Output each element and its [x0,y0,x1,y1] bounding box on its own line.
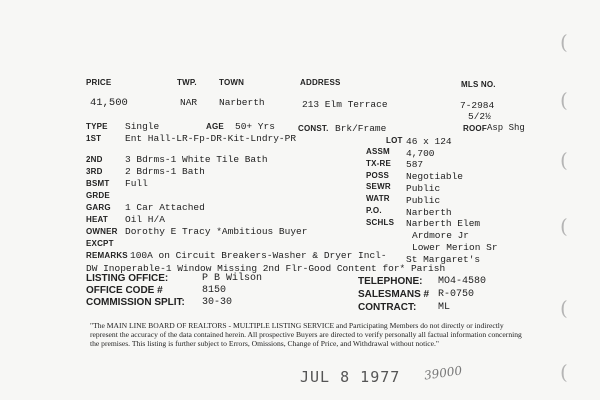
assessment-label: ASSM [366,147,390,156]
sewer-label: SEWR [366,182,391,191]
post-office-value: Narberth [406,207,452,218]
contract-value: ML [438,302,451,313]
exceptions-label: EXCPT [86,239,114,248]
assessment-value: 4,700 [406,148,435,159]
first-floor-label: 1ST [86,134,102,143]
price-header: PRICE [86,78,112,87]
age-label: AGE [206,122,224,131]
township-header: TWP. [177,78,197,87]
township-value: NAR [180,97,198,108]
garage-value: 1 Car Attached [125,202,205,213]
listing-office-label: LISTING OFFICE: [86,273,169,284]
salesman-label: SALESMANS # [358,289,430,300]
tax-value: 587 [406,159,424,170]
contract-label: CONTRACT: [358,302,417,313]
basement-label: BSMT [86,179,110,188]
grade-label: GRDE [86,191,110,200]
lot-value: 46 x 124 [406,136,452,147]
remarks-line-1-tail: St Margaret's [406,254,481,265]
office-code-label: OFFICE CODE # [86,285,163,296]
first-floor-value: Ent Hall-LR-Fp-DR-Kit-Lndry-PR [125,133,297,144]
date-stamp: JUL 8 1977 [300,368,401,386]
owner-label: OWNER [86,227,118,236]
remarks-line-1: 100A on Circuit Breakers-Washer & Dryer Incl- [130,250,387,261]
age-value: 50+ Yrs [235,121,275,132]
disclaimer-text: "The MAIN LINE BOARD OF REALTORS - MULTIPLE LISTING SERVICE and Participating Members do not directly or indirectly represent the accuracy of the data contained herein. All prospective Buyers are directed to verify personally all factual information concerning the premises. This listing is further subject to Errors, Omissions, Change of Price, and Withdrawal without notice." [90,321,522,348]
address-value: 213 Elm Terrace [302,99,388,110]
roof-value: Asp Shg [487,123,525,133]
commission-split-value: 30-30 [202,297,233,308]
price-value: 41,500 [90,97,128,109]
remarks-label: REMARKS [86,251,128,260]
roof-label: ROOF [463,124,487,133]
handwritten-amount: 39000 [423,363,463,383]
office-code-value: 8150 [202,285,227,296]
telephone-label: TELEPHONE: [358,276,423,287]
water-value: Public [406,195,441,206]
construction-label: CONST. [298,124,329,133]
post-office-label: P.O. [366,206,382,215]
town-header: TOWN [219,78,245,87]
town-value: Narberth [219,97,265,108]
second-floor-label: 2ND [86,155,103,164]
binder-mark-4: ( [560,214,568,238]
schools-value-jr: Ardmore Jr [412,230,470,241]
possession-label: POSS [366,171,390,180]
type-value: Single [125,121,160,132]
address-header: ADDRESS [300,78,341,87]
third-floor-label: 3RD [86,167,103,176]
type-label: TYPE [86,122,108,131]
binder-mark-6: ( [560,360,568,384]
water-label: WATR [366,194,390,203]
commission-split-label: COMMISSION SPLIT: [86,297,185,308]
rooms-baths-fraction: 5/2½ [468,111,491,122]
heat-label: HEAT [86,215,108,224]
owner-value: Dorothy E Tracy *Ambitious Buyer [125,226,308,237]
telephone-value: MO4-4580 [438,276,487,287]
sewer-value: Public [406,183,441,194]
schools-value-sr: Lower Merion Sr [412,242,498,253]
schools-value-elem: Narberth Elem [406,218,481,229]
binder-mark-5: ( [560,296,568,320]
construction-value: Brk/Frame [335,123,387,134]
lot-label: LOT [386,136,403,145]
remarks-line-2: DW Inoperable-1 Window Missing 2nd Flr-Good Content for* Parish [86,263,446,274]
garage-label: GARG [86,203,111,212]
possession-value: Negotiable [406,171,464,182]
binder-mark-3: ( [560,148,568,172]
binder-mark-2: ( [560,88,568,112]
tax-label: TX-RE [366,159,391,168]
heat-value: Oil H/A [125,214,165,225]
mls-value: 7-2984 [460,100,495,111]
second-floor-value: 3 Bdrms-1 White Tile Bath [125,154,268,165]
basement-value: Full [125,178,148,189]
binder-mark-1: ( [560,30,568,54]
schools-label: SCHLS [366,218,395,227]
third-floor-value: 2 Bdrms-1 Bath [125,166,205,177]
salesman-value: R-0750 [438,289,475,300]
listing-office-value: P B Wilson [202,273,263,284]
mls-header: MLS NO. [461,80,496,89]
